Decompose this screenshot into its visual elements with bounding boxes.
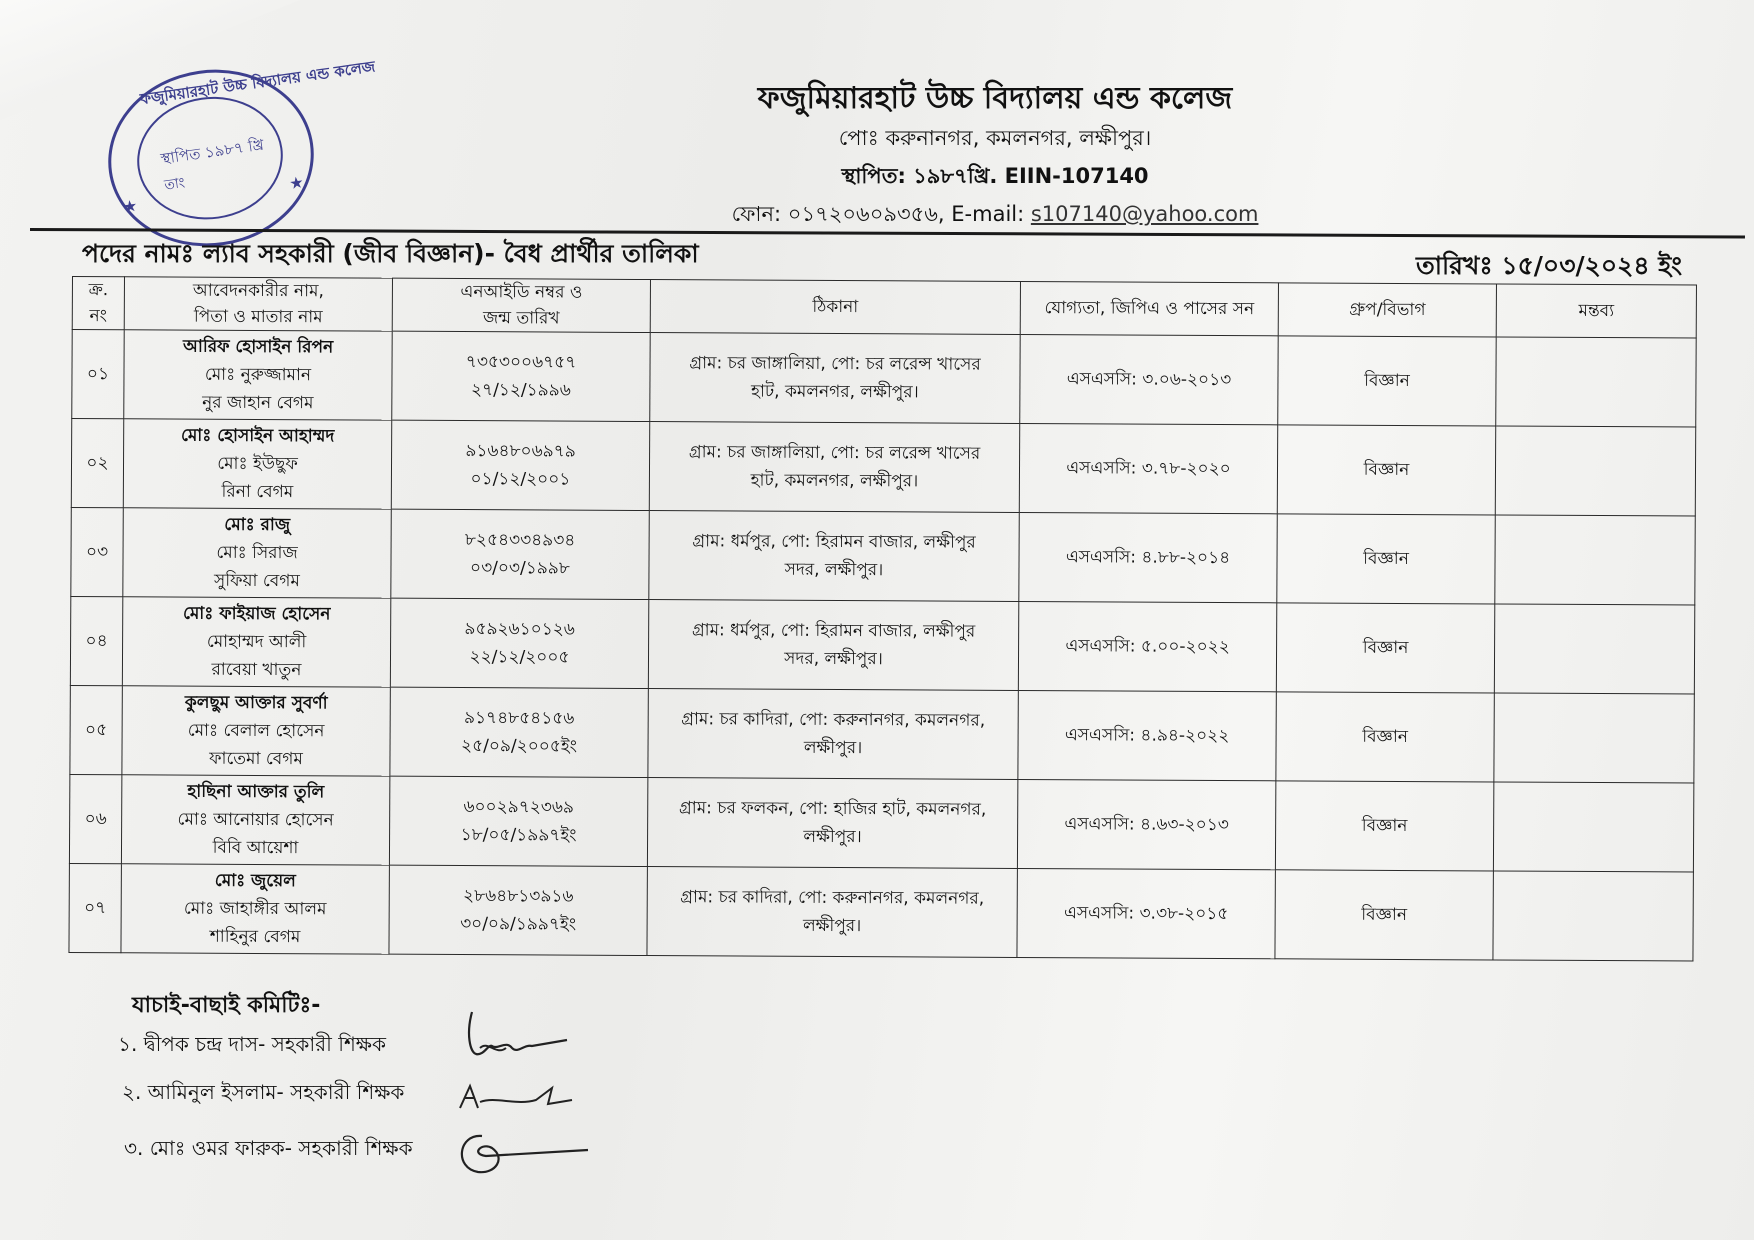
address-line-1: গ্রাম: ধর্মপুর, পো: হিরামন বাজার, লক্ষীপুর xyxy=(692,531,976,553)
cell-applicant xyxy=(124,330,392,420)
signature-1 xyxy=(462,1004,572,1064)
cell-remarks xyxy=(1495,515,1695,605)
address-line-1: গ্রাম: চর জাঙ্গালিয়া, পো: চর লরেন্স খাসের xyxy=(688,442,981,464)
nid-number: ৯৫৯২৬১০১২৬ xyxy=(464,619,575,640)
cell-nid xyxy=(392,331,650,421)
birth-date: ০১/১২/২০০১ xyxy=(470,469,571,490)
cell-address xyxy=(647,867,1017,958)
school-name: ফজুমিয়ারহাট উচ্চ বিদ্যালয় এন্ড কলেজ xyxy=(757,81,1233,116)
nid-number: ৯১৬৪৮০৬৯৭৯ xyxy=(465,441,576,462)
header-qualification: যোগ্যতা, জিপিএ ও পাসের সন xyxy=(1020,281,1278,335)
mother-name: রিনা বেগম xyxy=(221,481,294,503)
candidate-table xyxy=(68,276,1697,961)
cell-nid xyxy=(390,687,648,777)
address-line-2: লক্ষীপুর। xyxy=(803,826,862,848)
header-nid: এনআইডি নম্বর ও জন্ম তারিখ xyxy=(392,278,650,332)
cell-remarks xyxy=(1494,693,1694,783)
phone-text: ফোন: ০১৭২০৬০৯৩৫৬, E-mail: xyxy=(731,202,1031,226)
nid-number: ৭৩৫৩০০৬৭৫৭ xyxy=(465,352,577,373)
header-serial: ক্র. নং xyxy=(72,277,124,330)
signature-3 xyxy=(452,1128,592,1178)
cell-serial: ০৩ xyxy=(71,507,123,596)
applicant-name: মোঃ হোসাইন আহাম্মদ xyxy=(180,425,335,447)
father-name: মোঃ আনোয়ার হোসেন xyxy=(177,809,334,831)
address-line-1: গ্রাম: ধর্মপুর, পো: হিরামন বাজার, লক্ষীপুর xyxy=(691,620,976,642)
cell-applicant xyxy=(123,508,391,598)
nid-number: ৯১৭৪৮৫৪১৫৬ xyxy=(463,708,575,729)
cell-address xyxy=(647,778,1017,869)
cell-qualification: এসএসসি: ৩.৩৮-২০১৫ xyxy=(1017,868,1275,958)
birth-date: ১৮/০৫/১৯৯৭ইং xyxy=(460,825,577,846)
table-row xyxy=(71,507,1695,605)
cell-address xyxy=(649,422,1019,513)
address-line-2: লক্ষীপুর। xyxy=(802,915,862,937)
cell-qualification: এসএসসি: ৪.৬৩-২০১৩ xyxy=(1017,779,1275,869)
cell-nid xyxy=(389,776,647,866)
cell-group: বিজ্ঞান xyxy=(1276,603,1494,693)
address-line-2: সদর, লক্ষীপুর। xyxy=(784,648,883,670)
seal-star-icon: ★ xyxy=(121,195,139,217)
nid-number: ৮২৫৪৩৩৪৯৩৪ xyxy=(464,530,576,551)
mother-name: নুর জাহান বেগম xyxy=(202,392,314,414)
seal-star-icon: ★ xyxy=(288,172,305,194)
birth-date: ২২/১২/২০০৫ xyxy=(469,647,570,668)
cell-serial: ০৭ xyxy=(69,863,121,952)
committee-member-2: ২. আমিনুল ইসলাম- সহকারী শিক্ষক xyxy=(122,1080,405,1104)
email-link[interactable]: s107140@yahoo.com xyxy=(1030,202,1259,226)
cell-applicant xyxy=(121,864,389,954)
header-name: আবেদনকারীর নাম, পিতা ও মাতার নাম xyxy=(124,277,392,331)
cell-address xyxy=(650,333,1020,424)
cell-applicant xyxy=(121,775,389,865)
applicant-name: মোঃ জুয়েল xyxy=(214,870,296,892)
cell-group: বিজ্ঞান xyxy=(1277,514,1495,604)
applicant-name: মোঃ ফাইয়াজ হোসেন xyxy=(182,603,331,625)
cell-group: বিজ্ঞান xyxy=(1275,870,1493,960)
cell-nid xyxy=(390,598,648,688)
mother-name: রাবেয়া খাতুন xyxy=(211,659,302,681)
header-group: গ্রুপ/বিভাগ xyxy=(1278,283,1496,337)
cell-address xyxy=(649,511,1019,602)
cell-applicant xyxy=(123,419,391,509)
father-name: মোঃ বেলাল হোসেন xyxy=(187,720,325,742)
cell-serial: ০৬ xyxy=(69,774,121,863)
address-line-1: গ্রাম: চর ফলকন, পো: হাজির হাট, কমলনগর, xyxy=(679,798,987,820)
table-row xyxy=(70,685,1694,783)
cell-serial: ০১ xyxy=(72,330,124,419)
nid-number: ২৮৬৪৮১৩৯১৬ xyxy=(463,886,574,907)
cell-qualification: এসএসসি: ৪.৯৪-২০২২ xyxy=(1018,690,1276,780)
father-name: মোঃ নুরুজ্জামান xyxy=(204,364,312,386)
cell-remarks xyxy=(1493,782,1693,872)
header-address: ঠিকানা xyxy=(650,280,1020,335)
birth-date: ৩০/০৯/১৯৯৭ইং xyxy=(460,914,577,935)
father-name: মোহাম্মদ আলী xyxy=(206,631,307,653)
cell-address xyxy=(648,689,1018,780)
mother-name: ফাতেমা বেগম xyxy=(209,748,303,770)
cell-nid xyxy=(391,420,649,510)
table-row xyxy=(70,596,1694,694)
cell-group: বিজ্ঞান xyxy=(1276,692,1494,782)
applicant-name: হাছিনা আক্তার তুলি xyxy=(187,781,325,803)
header-remarks: মন্তব্য xyxy=(1496,284,1696,338)
address-line-2: হাট, কমলনগর, লক্ষীপুর। xyxy=(751,381,919,403)
cell-qualification: এসএসসি: ৩.০৬-২০১৩ xyxy=(1020,334,1278,424)
cell-serial: ০৫ xyxy=(70,685,122,774)
signature-2 xyxy=(456,1078,576,1118)
cell-address xyxy=(648,600,1018,691)
committee-member-3: ৩. মোঃ ওমর ফারুক- সহকারী শিক্ষক xyxy=(124,1136,413,1160)
cell-serial: ০৪ xyxy=(70,596,122,685)
address-line-1: গ্রাম: চর জাঙ্গালিয়া, পো: চর লরেন্স খাসের xyxy=(689,353,981,375)
cell-remarks xyxy=(1493,871,1693,961)
father-name: মোঃ ইউছুফ xyxy=(217,453,298,475)
applicant-name: কুলছুম আক্তার সুবর্ণা xyxy=(184,692,328,714)
cell-applicant xyxy=(122,686,390,776)
father-name: মোঃ জাহাঙ্গীর আলম xyxy=(183,898,327,920)
table-header-row xyxy=(72,277,1696,339)
table-row xyxy=(69,774,1693,872)
applicant-name: মোঃ রাজু xyxy=(224,514,291,536)
committee-title: যাচাই-বাছাই কমিটিঃ- xyxy=(132,993,321,1018)
address-line-2: লক্ষীপুর। xyxy=(803,737,863,759)
father-name: মোঃ সিরাজ xyxy=(216,542,298,564)
address-line-1: গ্রাম: চর কাদিরা, পো: করুনানগর, কমলনগর, xyxy=(681,709,986,731)
mother-name: বিবি আয়েশা xyxy=(212,837,299,859)
mother-name: সুফিয়া বেগম xyxy=(213,570,300,592)
nid-number: ৬০০২৯৭২৩৬৯ xyxy=(463,797,575,818)
seal-established-text: স্থাপিত ১৯৮৭ খ্রি xyxy=(159,135,265,168)
cell-group: বিজ্ঞান xyxy=(1278,336,1496,426)
cell-qualification: এসএসসি: ৪.৮৮-২০১৪ xyxy=(1019,512,1277,602)
birth-date: ২৫/০৯/২০০৫ইং xyxy=(460,736,578,757)
cell-applicant xyxy=(122,597,390,687)
table-row xyxy=(71,419,1695,517)
cell-serial: ০২ xyxy=(71,419,123,508)
committee-member-1: ১. দ্বীপক চন্দ্র দাস- সহকারী শিক্ষক xyxy=(118,1032,386,1056)
cell-remarks xyxy=(1494,604,1694,694)
cell-remarks xyxy=(1496,337,1696,427)
mother-name: শাহিনুর বেগম xyxy=(209,926,301,948)
address-line-2: সদর, লক্ষীপুর। xyxy=(784,559,884,581)
school-contact xyxy=(118,195,1754,233)
document-date: তারিখঃ ১৫/০৩/২০২৪ ইং xyxy=(1416,251,1683,280)
cell-nid xyxy=(389,865,647,955)
birth-date: ২৭/১২/১৯৯৬ xyxy=(470,380,571,401)
cell-group: বিজ্ঞান xyxy=(1275,781,1493,871)
cell-nid xyxy=(391,509,649,599)
seal-ring-text: ফজুমিয়ারহাট উচ্চ বিদ্যালয় এন্ড কলেজ xyxy=(138,57,377,109)
table-row xyxy=(69,863,1693,961)
address-line-1: গ্রাম: চর কাদিরা, পো: করুনানগর, কমলনগর, xyxy=(680,887,985,909)
applicant-name: আরিফ হোসাইন রিপন xyxy=(183,336,334,358)
cell-group: বিজ্ঞান xyxy=(1277,425,1495,515)
cell-remarks xyxy=(1495,426,1695,516)
seal-date-tag: তাং xyxy=(163,174,186,194)
school-established: স্থাপিত: ১৯৮৭খ্রি. EIIN-107140 xyxy=(841,164,1149,188)
post-title: পদের নামঃ ল্যাব সহকারী (জীব বিজ্ঞান)- বৈধ প্রার্থীর তালিকা xyxy=(82,239,699,268)
school-address: পোঃ করুনানগর, কমলনগর, লক্ষীপুর। xyxy=(838,126,1152,150)
table-row xyxy=(72,330,1696,428)
birth-date: ০৩/০৩/১৯৯৮ xyxy=(470,558,570,579)
address-line-2: হাট, কমলনগর, লক্ষীপুর। xyxy=(750,470,919,492)
cell-qualification: এসএসসি: ৩.৭৮-২০২০ xyxy=(1019,423,1277,513)
cell-qualification: এসএসসি: ৫.০০-২০২২ xyxy=(1018,601,1276,691)
